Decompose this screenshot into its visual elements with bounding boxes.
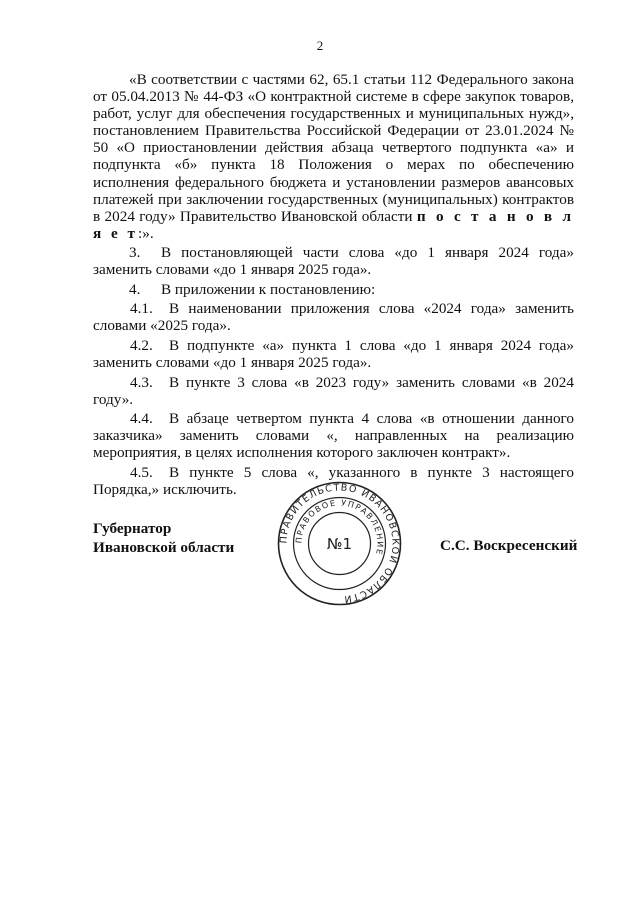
item-number: 4.1. — [130, 300, 153, 318]
list-item — [93, 374, 574, 408]
item-text: В наименовании приложения слова «2024 года» заменить словами «2025 года». — [93, 300, 574, 335]
signature-title-line: Губернатор — [93, 520, 172, 537]
intro-ending: :». — [138, 224, 154, 242]
item-number: 4. — [129, 280, 141, 298]
item-text: В постановляющей части слова «до 1 января 2024 года» заменить словами «до 1 января 2025 года». — [93, 244, 574, 279]
document-body — [93, 71, 574, 500]
signature-title-line: Ивановской области — [93, 539, 235, 556]
official-seal-stamp — [277, 481, 402, 606]
item-number: 4.3. — [130, 373, 153, 391]
item-text: В абзаце четвертом пункта 4 слова «в отношении данного заказчика» заменить словами «, направленных на реализацию мероприятия, в целях исполнения которого заключен контракт». — [93, 410, 574, 462]
signatory-name: С.С. Воскресенский — [440, 537, 578, 554]
intro-paragraph — [93, 71, 574, 242]
item-text: В подпункте «а» пункта 1 слова «до 1 января 2024 года» заменить словами «до 1 января 2025 года». — [93, 336, 574, 372]
seal-outer-text: ПРАВИТЕЛЬСТВО ИВАНОВСКОЙ ОБЛАСТИ — [278, 482, 401, 605]
seal-number: №1 — [326, 535, 353, 553]
item-number: 3. — [129, 244, 141, 262]
list-item — [93, 281, 574, 298]
intro-text: «В соответствии с частями 62, 65.1 статьи 112 Федерального закона от 05.04.2013 № 44-ФЗ «О контрактной системе в сфере закупок товаров, работ, услуг для обеспечения государственных и муниципальных нужд», постановлением Правительства Российской Федерации от 23.01.2024 № 50 «О приостановлении действия абзаца четвертого подпункта «а» и подпункта «б» пункта 18 Положения о мерах по обеспечению исполнения федерального бюджета и установлении размеров авансовых платежей при заключении государственных (муниципальных) контрактов в 2024 году» Правительство Ивановской области — [93, 71, 574, 225]
item-number: 4.2. — [130, 336, 153, 354]
item-text: В пункте 5 слова «, указанного в пункте 3 настоящего Порядка,» исключить. — [93, 463, 574, 498]
list-item — [93, 300, 574, 334]
signature-title — [93, 519, 234, 557]
seal-inner-text: ПРАВОВОЕ УПРАВЛЕНИЕ — [294, 498, 385, 557]
intro-emphasis: п о с т а н о в л я е т — [93, 207, 574, 242]
list-item — [93, 244, 574, 278]
list-item — [93, 337, 574, 371]
item-number: 4.5. — [130, 463, 153, 481]
item-text: В приложении к постановлению: — [161, 280, 376, 298]
page-number: 2 — [316, 38, 324, 53]
item-number: 4.4. — [130, 410, 153, 428]
item-text: В пункте 3 слова «в 2023 году» заменить словами «в 2024 году». — [93, 373, 574, 408]
list-item — [93, 410, 574, 461]
